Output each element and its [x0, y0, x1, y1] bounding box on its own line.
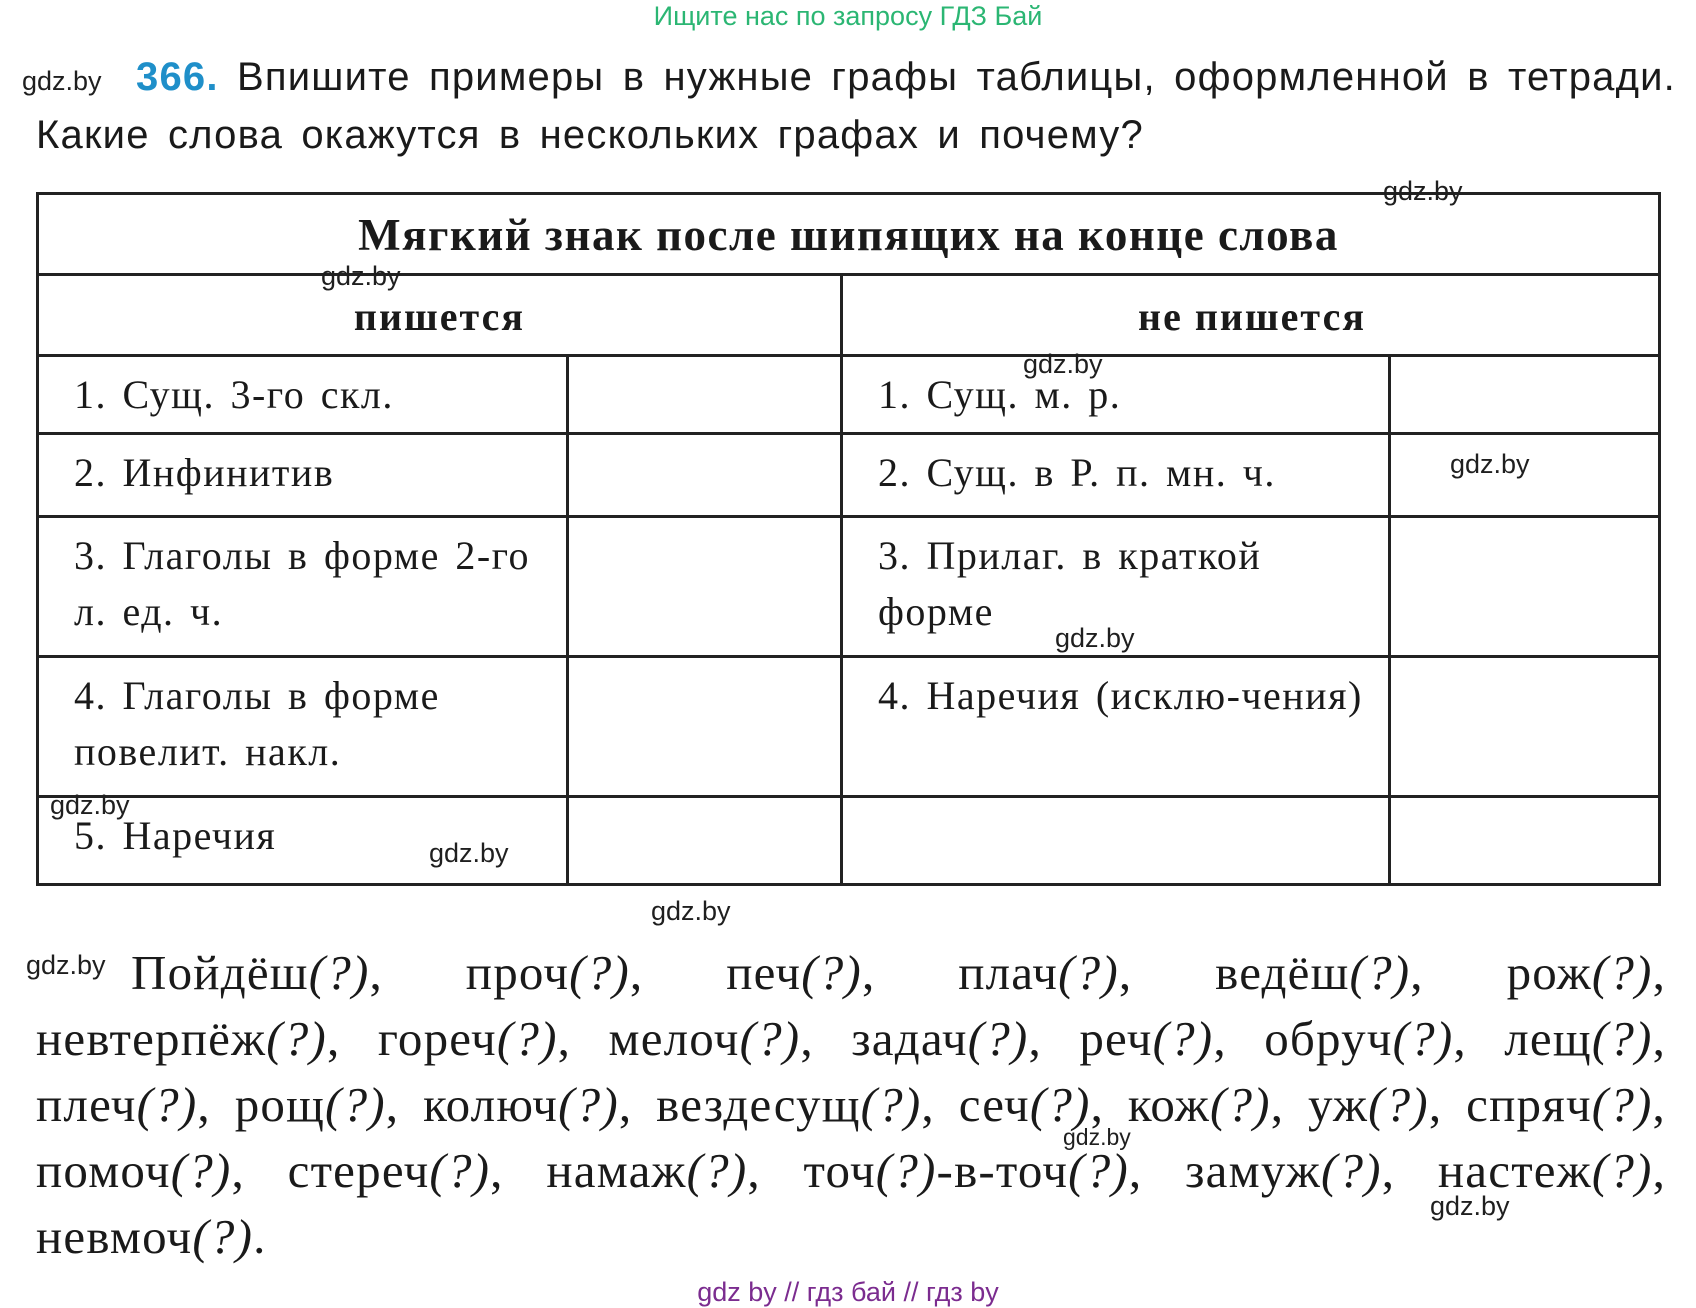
word-stem: задач	[851, 1011, 968, 1066]
word-stem: Пойдёш	[131, 945, 309, 1000]
watermark: gdz.by	[26, 950, 106, 980]
word-item	[1507, 945, 1653, 1000]
word-stem: вездесущ	[656, 1077, 861, 1132]
soft-sign-placeholder: (?)	[1591, 1143, 1653, 1198]
soft-sign-placeholder: (?)	[170, 1143, 232, 1198]
left-category-cell: 1. Сущ. 3-го скл.	[39, 357, 569, 435]
word-stem: кож	[1127, 1077, 1210, 1132]
word-stem: стереч	[287, 1143, 430, 1198]
word-item	[1264, 1011, 1453, 1066]
soft-sign-placeholder: (?)	[1320, 1143, 1382, 1198]
watermark: gdz.by	[1450, 449, 1530, 479]
word-item	[937, 1143, 1129, 1198]
watermark: gdz.by	[429, 838, 509, 868]
task-number: 366.	[136, 55, 219, 99]
search-banner: Ищите нас по запросу ГДЗ Бай	[653, 1, 1043, 31]
word-stem: точ	[803, 1143, 876, 1198]
soft-sign-placeholder: (?)	[1349, 945, 1411, 1000]
header-written: пишется	[39, 276, 843, 357]
soft-sign-placeholder: (?)	[967, 1011, 1029, 1066]
word-item	[1466, 1077, 1652, 1132]
soft-sign-placeholder: (?)	[1152, 1011, 1214, 1066]
soft-sign-placeholder: (?)	[136, 1077, 198, 1132]
word-item	[36, 1143, 231, 1198]
word-item	[36, 1209, 253, 1264]
word-stem: гореч	[377, 1011, 497, 1066]
right-example-cell	[1391, 798, 1661, 883]
word-stem: спряч	[1466, 1077, 1592, 1132]
soft-sign-placeholder: (?)	[1591, 1011, 1653, 1066]
soft-sign-placeholder: (?)	[1058, 945, 1119, 1000]
word-item	[804, 1143, 937, 1198]
soft-sign-placeholder: (?)	[1591, 1077, 1653, 1132]
word-item	[1128, 1077, 1271, 1132]
right-category-cell	[843, 798, 1391, 883]
word-item	[423, 1077, 619, 1132]
rule-table	[36, 192, 1661, 886]
watermark: gdz.by	[1023, 349, 1103, 379]
footer-links: gdz by // гдз бай // гдз by	[697, 1277, 999, 1307]
word-stem: настеж	[1437, 1143, 1592, 1198]
soft-sign-placeholder: (?)	[266, 1011, 327, 1066]
soft-sign-placeholder: (?)	[1029, 1077, 1091, 1132]
word-stem: колюч	[423, 1077, 559, 1132]
soft-sign-placeholder: (?)	[1209, 1077, 1271, 1132]
left-example-cell	[569, 357, 843, 435]
word-stem: помоч	[36, 1143, 171, 1198]
word-stem: невмоч	[36, 1209, 193, 1264]
word-stem: ведёш	[1215, 945, 1350, 1000]
word-item	[1504, 1011, 1652, 1066]
word-stem: реч	[1079, 1011, 1153, 1066]
word-stem: обруч	[1264, 1011, 1393, 1066]
word-stem: невтерпёж	[36, 1011, 267, 1066]
right-category-cell: 2. Сущ. в Р. п. мн. ч.	[843, 435, 1391, 518]
word-item	[726, 945, 862, 1000]
soft-sign-placeholder: (?)	[801, 945, 862, 1000]
word-stem: -в-точ	[936, 1143, 1069, 1198]
left-category-cell: 2. Инфинитив	[39, 435, 569, 518]
word-stem: мелоч	[608, 1011, 740, 1066]
soft-sign-placeholder: (?)	[192, 1209, 254, 1264]
watermark: gdz.by	[1063, 1124, 1131, 1150]
soft-sign-placeholder: (?)	[1368, 1077, 1429, 1132]
word-item	[36, 1011, 327, 1066]
left-category-cell: 5. Наречия	[39, 798, 569, 883]
soft-sign-placeholder: (?)	[686, 1143, 748, 1198]
word-stem: плач	[958, 945, 1059, 1000]
word-stem: рощ	[234, 1077, 326, 1132]
word-item	[851, 1011, 1028, 1066]
word-item	[656, 1077, 921, 1132]
left-example-cell	[569, 658, 843, 798]
word-stem: сеч	[958, 1077, 1030, 1132]
soft-sign-placeholder: (?)	[875, 1143, 937, 1198]
word-item	[1185, 1143, 1382, 1198]
word-stem: проч	[465, 945, 570, 1000]
soft-sign-placeholder: (?)	[1068, 1143, 1129, 1198]
watermark: gdz.by	[651, 896, 731, 926]
word-item	[1438, 1143, 1653, 1198]
soft-sign-placeholder: (?)	[325, 1077, 386, 1132]
word-stem: печ	[726, 945, 802, 1000]
soft-sign-placeholder: (?)	[429, 1143, 491, 1198]
left-category-cell: 4. Глаголы в форме повелит. накл.	[39, 658, 569, 798]
soft-sign-placeholder: (?)	[1392, 1011, 1454, 1066]
right-category-cell: 4. Наречия (исклю-чения)	[843, 658, 1391, 798]
soft-sign-placeholder: (?)	[558, 1077, 619, 1132]
soft-sign-placeholder: (?)	[860, 1077, 922, 1132]
word-item	[36, 1077, 197, 1132]
word-item	[609, 1011, 801, 1066]
word-item	[1079, 1011, 1213, 1066]
word-item	[958, 945, 1119, 1000]
left-example-cell	[569, 435, 843, 518]
right-example-cell	[1391, 357, 1661, 435]
word-item	[288, 1143, 491, 1198]
word-stem: уж	[1307, 1077, 1369, 1132]
right-example-cell	[1391, 518, 1661, 658]
soft-sign-placeholder: (?)	[569, 945, 630, 1000]
watermark: gdz.by	[1383, 176, 1463, 206]
soft-sign-placeholder: (?)	[1591, 945, 1653, 1000]
word-item	[378, 1011, 558, 1066]
soft-sign-placeholder: (?)	[308, 945, 370, 1000]
table-title: Мягкий знак после шипящих на конце слова	[39, 195, 1658, 276]
watermark: gdz.by	[50, 790, 130, 820]
right-example-cell	[1391, 658, 1661, 798]
word-stem: плеч	[36, 1077, 137, 1132]
soft-sign-placeholder: (?)	[496, 1011, 558, 1066]
word-item	[546, 1143, 747, 1198]
word-item	[1308, 1077, 1429, 1132]
word-stem: намаж	[546, 1143, 687, 1198]
word-list: Пойдёш(?), проч(?), печ(?), плач(?), ведёш(?), рож(?), невтерпёж(?), гореч(?), мелоч(?), задач(?), реч(?), обруч(?), лещ(?), плеч(?), рощ(?), колюч(?), вездесущ(?), сеч(?), кож(?), уж(?), спряч(?), помоч(?), стереч(?), намаж(?), точ(?)-в-точ(?), замуж(?), настеж(?), невмоч(?).	[36, 945, 1667, 1264]
left-example-cell	[569, 518, 843, 658]
word-stem: замуж	[1185, 1143, 1321, 1198]
left-category-cell: 3. Глаголы в форме 2-го л. ед. ч.	[39, 518, 569, 658]
right-category-cell: 1. Сущ. м. р.	[843, 357, 1391, 435]
word-item	[466, 945, 630, 1000]
task-text: Впишите примеры в нужные графы таблицы, оформленной в тетради. Какие слова окажутся в нескольких графах и почему?	[36, 55, 1676, 157]
word-item	[235, 1077, 386, 1132]
header-not-written: не пишется	[843, 276, 1661, 357]
word-stem: рож	[1506, 945, 1592, 1000]
left-example-cell	[569, 798, 843, 883]
watermark: gdz.by	[1430, 1191, 1510, 1221]
word-stem: лещ	[1504, 1011, 1592, 1066]
word-item	[1215, 945, 1410, 1000]
watermark: gdz.by	[1055, 623, 1135, 653]
right-category-cell: 3. Прилаг. в краткой форме	[843, 518, 1391, 658]
watermark: gdz.by	[22, 66, 102, 96]
task-statement	[36, 48, 1676, 164]
word-item	[131, 945, 369, 1000]
watermark: gdz.by	[321, 261, 401, 291]
soft-sign-placeholder: (?)	[739, 1011, 801, 1066]
